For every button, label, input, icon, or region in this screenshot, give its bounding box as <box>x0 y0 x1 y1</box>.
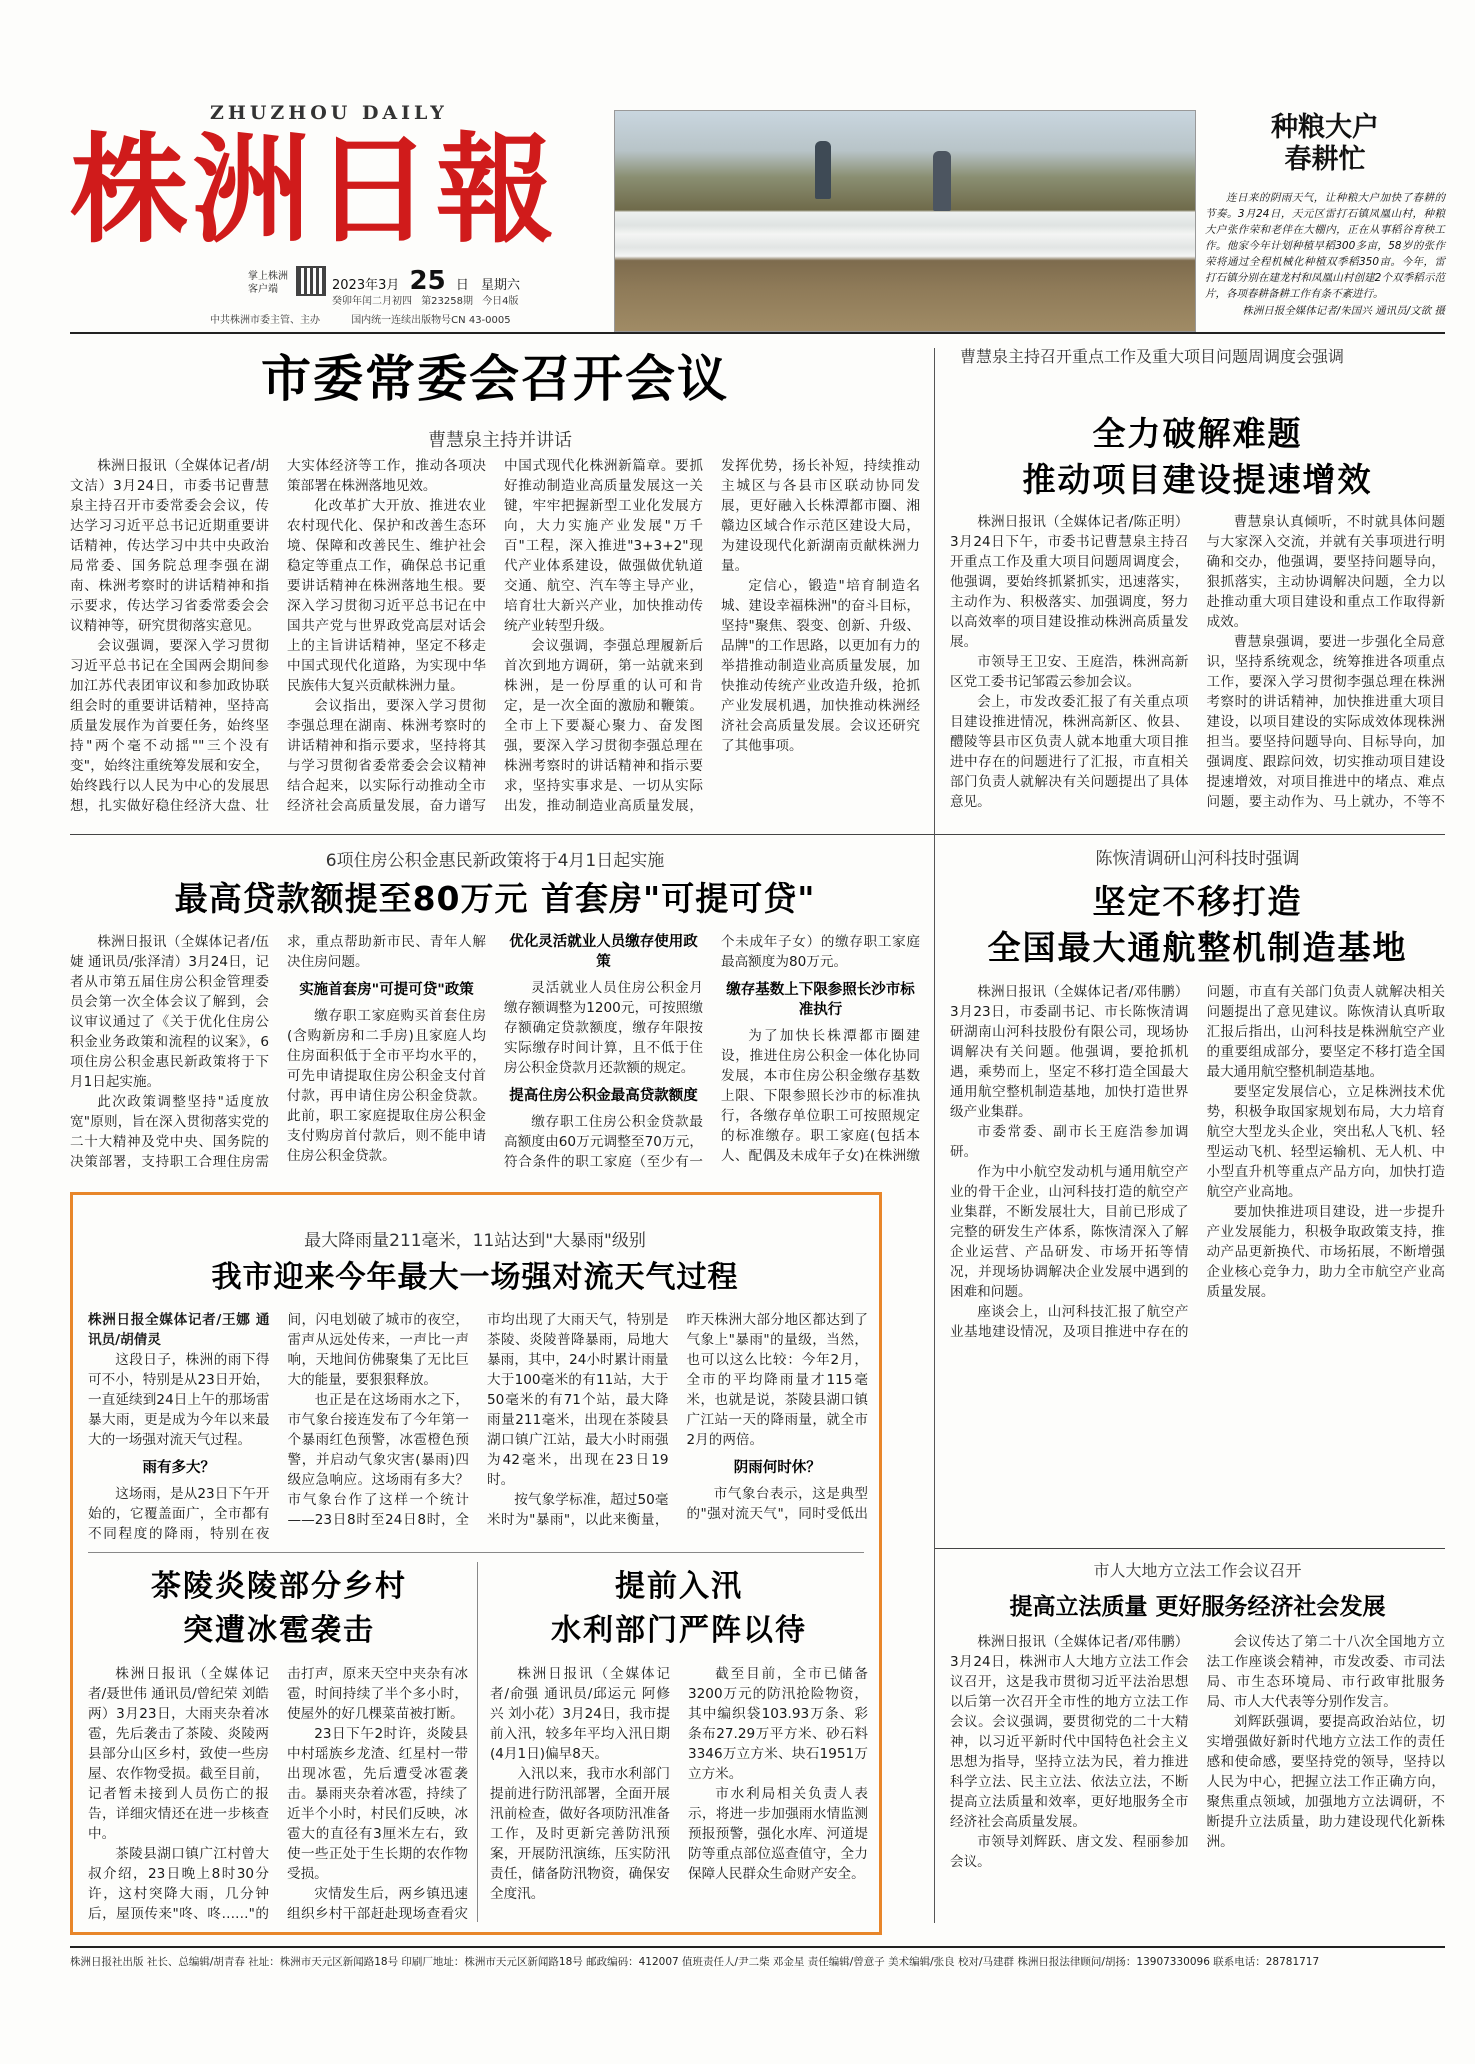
art1-body <box>70 456 920 826</box>
art4-body <box>950 982 1445 1542</box>
art2-body <box>950 512 1445 830</box>
farmer-figure-2 <box>933 151 951 211</box>
art6-kicker: 最大降雨量211毫米，11站达到"大暴雨"级别 <box>304 1231 646 1251</box>
art4-kicker: 陈恢清调研山河科技时强调 <box>1095 849 1300 869</box>
farm-photo <box>614 110 1196 332</box>
art7-title-1: 茶陵炎陵部分乡村 <box>151 1569 407 1604</box>
art4-para: 株洲日报讯（全媒体记者/邓伟鹏）3月23日，市委副书记、市长陈恢清调研湖南山河科技股份有限公司，现场协调解决有关问题。他强调，要抢抓机遇，乘势而上，坚定不移打造全国最大通用航空整机制造基地，加快打造世界级产业集群。 <box>950 984 1189 1120</box>
art6-para: 市气象台表示，这是典型的"强对流天气"，同时受低出 <box>686 1486 868 1522</box>
art5-para: 市领导刘辉跃、唐文发、程丽参加会议。 <box>950 1834 1189 1870</box>
art2-title-1: 全力破解难题 <box>1092 414 1303 453</box>
art5-kicker: 市人大地方立法工作会议召开 <box>1093 1561 1302 1580</box>
art3-para: 为了加快长株潭都市圈建设，推进住房公积金一体化协同发展，本市住房公积金缴存基数上限、下限参照长沙市的标准执行，各缴存单位职工可按照规定的标准缴存。职工家庭(包括本人、配偶及未成年子女)在株洲缴 <box>721 1028 920 1164</box>
art8-title-1: 提前入汛 <box>615 1569 743 1604</box>
art5-para: 株洲日报讯（全媒体记者/邓伟鹏）3月24日，株洲市人大地方立法工作会议召开，这是我市贯彻习近平法治思想以后第一次召开全市性的地方立法工作会议。会议强调，要贯彻党的二十大精神，以习近平新时代中国特色社会主义思想为指导，坚持立法为民，着力推进科学立法、民主立法、依法立法，不断提高立法质量和效率，更好地服务全市经济社会高质量发展。 <box>950 1634 1189 1830</box>
art4-para: 要加快推进项目建设，进一步提升产业发展能力，积极争取政策支持，推动产品更新换代、市场拓展，不断增强企业核心竞争力，助力全市航空产业高质量发展。 <box>1206 1204 1445 1300</box>
app-label <box>248 270 288 296</box>
art2-para: 会上，市发改委汇报了有关重点项目建设推进情况，株洲高新区、攸县、醴陵等县市区负责人就本地重大项目推进中存在的问题进行了汇报，市直相关部门负责人就解决有关问题提出了具体意见。 <box>950 694 1189 810</box>
art8-para: 入汛以来，我市水利部门提前进行防汛部署，全面开展汛前检查，做好各项防汛准备工作，及时更新完善防汛预案，开展防汛演练，压实防汛责任，储备防汛物资，确保安全度汛。 <box>490 1766 670 1902</box>
art3-intro: 株洲日报讯（全媒体记者/伍婕 通讯员/张泽清）3月24日，记者从市第五届住房公积金管理委员会第一次全体会议了解到，会议审议通过了《关于优化住房公积金业务政策和流程的议案》，6项住房公积金惠民新政策将于下月1日起实施。 <box>70 934 269 1090</box>
art7-para: 株洲日报讯（全媒体记者/聂世伟 通讯员/曾纪荣 刘皓两）3月23日，大雨夹杂着冰雹，先后袭击了茶陵、炎陵两县部分山区乡村，致使一些房屋、农作物受损。截至目前，记者暂未接到人员伤亡的报告，详细灾情还在进一步核查中。 <box>88 1666 269 1842</box>
art6-para: 也正是在这场雨水之下，市气象台接连发布了今年第一个暴雨红色预警，冰雹橙色预警，并启动气象灾害(暴雨)四级应急响应。这场雨有多大？市气象台作了这样一个统计——23日8时至24日8时，全市均出现了大雨天气，特别是茶陵、炎陵普降暴雨，局地大暴雨，其中，24小时累计雨量大于100毫米的有11站，大于50毫米的有71个站，最大降雨量211毫米，出现在茶陵县湖口镇广江站，最大小时雨强为42毫米，出现在23日19时。 <box>287 1312 669 1528</box>
art1-para: 会议强调，要深入学习贯彻习近平总书记在全国两会期间参加江苏代表团审议和参加政协联组会时的重要讲话精神，坚持高质量发展作为首要任务，始终坚持"两个毫不动摇""三个没有变"，始终注重统筹发展和安全，始终践行以人民为中心的发展思想，扎实做好稳住经济大盘、壮大实体经济等工作，推动各项决策部署在株洲落地见效。 <box>70 458 486 814</box>
art4-title-1: 坚定不移打造 <box>1092 882 1303 921</box>
publisher: 中共株洲市委主管、主办 <box>210 315 320 326</box>
art4-para: 要坚定发展信心，立足株洲技术优势，积极争取国家规划布局，大力培育航空大型龙头企业，突出私人飞机、轻型运动飞机、轻型运输机、无人机、中小型直升机等重点产品方向，加快打造航空产业高地。 <box>1206 1084 1445 1200</box>
art7-para: 灾情发生后，两乡镇迅速组织乡村干部赶赴现场查看灾 <box>287 1886 468 1922</box>
art2-para: 曹慧泉认真倾听，不时就具体问题与大家深入交流，并就有关事项进行明确和交办，他强调，要坚持问题导向，狠抓落实，主动协调解决问题，全力以赴推动重大项目建设和重点工作取得新成效。 <box>1206 514 1445 630</box>
art2-para: 市领导王卫安、王庭浩，株洲高新区党工委书记邹霞云参加会议。 <box>950 654 1189 690</box>
photo-story <box>1205 112 1445 327</box>
art5-para: 会议传达了第二十八次全国地方立法工作座谈会精神，市发改委、市司法局、市生态环境局、市行政审批服务局、市人大代表等分别作发言。 <box>1206 1634 1445 1710</box>
art6-subhead: 阴雨何时休？ <box>733 1460 821 1476</box>
art6-title: 我市迎来今年最大一场强对流天气过程 <box>211 1260 739 1295</box>
photo-story-title-2: 春耕忙 <box>1284 144 1366 175</box>
footer-info: 株洲日报社出版 社长、总编辑/胡青春 社址：株洲市天元区新闻路18号 印刷厂地址：株洲市天元区新闻路18号 邮政编码：412007 值班责任人/尹二柴 邓金星 责任编辑/曾意子 美术编辑/张良 校对/马建群 株洲日报法律顾问/胡扬：13907330096 联系电话：28781717 <box>70 1956 1320 1968</box>
art3-para: 灵活就业人员住房公积金月缴存额调整为1200元，可按照缴存额确定贷款额度，缴存年限按实际缴存时间计算，且不低于住房公积金贷款月还款额的规定。 <box>504 980 703 1076</box>
date-suffix: 日 <box>455 278 469 293</box>
art3-title: 最高贷款额提至80万元 首套房"可提可贷" <box>174 879 816 918</box>
art3-kicker: 6项住房公积金惠民新政策将于4月1日起实施 <box>325 851 665 871</box>
row-divider <box>70 834 934 835</box>
cn-number: 国内统一连续出版物号CN 43-0005 <box>351 315 511 326</box>
art8-para: 市水利局相关负责人表示，将进一步加强雨水情监测预报预警，强化水库、河道堤防等重点部位巡查值守，全力保障人民群众生命财产安全。 <box>688 1786 868 1882</box>
art1-para: 定信心，锻造"培育制造名城、建设幸福株洲"的奋斗目标，坚持"聚焦、裂变、创新、升级、品牌"的工作思路，以更加有力的举措推动制造业高质量发展，加快推动传统产业改造升级，抢抓产业发展机遇，加快推动株洲经济社会高质量发展。会议还研究了其他事项。 <box>721 578 920 754</box>
row-divider <box>935 834 1445 835</box>
photo-story-credit: 株洲日报全媒体记者/朱国兴 通讯员/文欲 摄 <box>1242 305 1445 317</box>
photo-story-title-1: 种粮大户 <box>1271 112 1379 143</box>
art1-subtitle: 曹慧泉主持并讲话 <box>428 430 572 451</box>
row-divider <box>935 1548 1445 1549</box>
publisher-line <box>210 311 511 326</box>
lunar-date: 癸卯年闰二月初四 <box>332 296 412 307</box>
art3-subhead: 实施首套房"可提可贷"政策 <box>299 982 474 998</box>
art6-para: 按气象学标准，超过50毫米时为"暴雨"，以此来衡量，昨天株洲大部分地区都达到了气象上"暴雨"的量级，当然，也可以这么比较：今年2月，全市的平均降雨量才115毫米，也就是说，茶陵县湖口镇广江站一天的降雨量，就全市2月的两倍。 <box>487 1312 868 1528</box>
art1-para: 会议指出，要深入学习贯彻李强总理在湖南、株洲考察时的讲话精神和指示要求，坚持将其与学习贯彻省委常委会会议精神结合起来，以实际行动推动全市经济社会高质量发展，奋力谱写中国式现代化株洲新篇章。要抓好推动制造业高质量发展这一关键，牢牢把握新型工业化发展方向，大力实施产业发展"万千百"工程，深入推进"3+3+2"现代产业体系建设，做强做优轨道交通、航空、汽车等主导产业，培育壮大新兴产业，加快推动传统产业转型升级。 <box>287 458 703 814</box>
art8-para: 截至目前，全市已储备3200万元的防汛抢险物资，其中编织袋103.93万条、彩条布27.29万平方米、砂石料3346万立方米、块石1951万立方米。 <box>688 1666 868 1782</box>
date-year-month: 2023年3月 <box>332 278 400 293</box>
art4-para: 座谈会上，山河科技汇报了航空产业基地建设情况，及项目推进中存在的问题，市直有关部门负责人就解决相关问题提出了意见建议。陈恢清认真听取汇报后指出，山河科技是株洲航空产业的重要组成部分，要坚定不移打造全国最大通用航空整机制造基地。 <box>950 984 1445 1340</box>
qr-code[interactable] <box>296 266 326 296</box>
box-divider <box>88 1552 864 1553</box>
art7-para: 23日下午2时许，炎陵县中村瑶族乡龙渣、红星村一带出现冰雹，先后遭受冰雹袭击。暴雨夹杂着冰雹，持续了近半个小时，村民们反映，冰雹大的直径有3厘米左右，致使一些正处于生长期的农作物受损。 <box>287 1726 468 1882</box>
art8-title-2: 水利部门严阵以待 <box>551 1613 807 1648</box>
art6-subhead: 雨有多大？ <box>142 1460 215 1476</box>
art1-para: 会议强调，李强总理履新后首次到地方调研，第一站就来到株洲，是一份厚重的认可和肯定，是一次全面的激励和鞭策。全市上下要凝心聚力、奋发图强，要深入学习贯彻李强总理在株洲考察时的讲话精神和指示要求，坚持实事求是、一切从实际出发，推动制造业高质量发展，发挥优势，扬长补短，持续推动主城区与各县市区联动协同发展，更好融入长株潭都市圈、湘赣边区域合作示范区建设大局，为建设现代化新湖南贡献株洲力量。 <box>504 458 920 814</box>
art4-para: 市委常委、副市长王庭浩参加调研。 <box>950 1124 1189 1160</box>
art8-para: 株洲日报讯（全媒体记者/俞强 通讯员/邱运元 阿修兴 刘小花）3月24日，我市提前入汛，较多年平均入汛日期(4月1日)偏早8天。 <box>490 1666 670 1762</box>
art1-title: 市委常委会召开会议 <box>261 350 729 408</box>
app-label-line2: 客户端 <box>248 284 278 295</box>
art4-para: 作为中小航空发动机与通用航空产业的骨干企业，山河科技打造的航空产业集群，不断发展壮大，目前已形成了完整的研发生产体系，陈恢清深入了解企业运营、产品研发、市场开拓等情况，并现场协调解决企业发展中遇到的困难和问题。 <box>950 1164 1189 1300</box>
art7-para: 茶陵县湖口镇广江村曾大叔介绍，23日晚上8时30分许，这村突降大雨，几分钟后，屋顶传来"咚、咚……"的击打声，原来天空中夹杂有冰雹，时间持续了半个多小时，使屋外的好几棵菜苗被打断。 <box>88 1666 468 1922</box>
footer-rule <box>70 1946 1445 1948</box>
art1-para: 株洲日报讯（全媒体记者/胡文洁）3月24日，市委书记曹慧泉主持召开市委常委会会议，传达学习习近平总书记近期重要讲话精神，传达学习中共中央政治局常委、国务院总理李强在湖南、株洲考察时的讲话精神和指示要求，传达学习省委常委会会议精神等，研究贯彻落实意见。 <box>70 458 269 634</box>
art3-subhead: 提高住房公积金最高贷款额度 <box>509 1088 698 1104</box>
art3-subhead: 优化灵活就业人员缴存使用政策 <box>509 934 698 970</box>
art3-body <box>70 932 920 1182</box>
art2-para: 曹慧泉强调，要进一步强化全局意识，坚持系统观念，统筹推进各项重点工作，要深入学习贯彻李强总理在株洲考察时的讲话精神，加快推进重大项目建设，以项目建设的实际成效体现株洲担当。要坚持问题导向、目标导向，加强调度、跟踪问效，切实推动项目建设提速增效，对项目推进中的堵点、难点问题，要主动作为、马上就办，不等不 <box>1206 634 1445 810</box>
farmer-figure <box>815 141 831 199</box>
masthead-rule <box>70 332 1445 334</box>
masthead <box>70 30 600 326</box>
art7-body <box>88 1664 468 1926</box>
column-divider <box>934 348 935 1923</box>
photo-story-body: 连日来的阴雨天气，让种粮大户加快了春耕的节奏。3月24日，天元区雷打石镇凤凰山村，种粮大户张作荣和老伴在大棚内，正在从事稻谷育秧工作。他家今年计划种植早稻300多亩，58岁的张作荣将通过全程机械化种植双季稻350亩。今年，雷打石镇分别在建龙村和凤凰山村创建2个双季稻示范片，各项春耕备耕工作有条不紊进行。 <box>1205 192 1445 300</box>
art8-body <box>490 1664 868 1926</box>
art2-para: 株洲日报讯（全媒体记者/陈正明）3月24日下午，市委书记曹慧泉主持召开重点工作及重大项目问题周调度会，他强调，要始终抓紧抓实，迅速落实，主动作为、积极落实、加强调度，努力以高效率的项目建设推动株洲高质量发展。 <box>950 514 1189 650</box>
art3-intro2: 此次政策调整坚持"适度放宽"原则，旨在深入贯彻落实党的二十大精神及党中央、国务院的决策部署，支持职工合理住房需求，重点帮助新市民、青年人解决住房问题。 <box>70 934 486 1170</box>
art3-para: 缴存职工住房公积金贷款最高额度由60万元调整至70万元，符合条件的职工家庭（至少有一个未成年子女）的缴存职工家庭最高额度为80万元。 <box>504 934 920 1170</box>
art5-para: 刘辉跃强调，要提高政治站位，切实增强做好新时代地方立法工作的责任感和使命感，要坚持党的领导，坚持以人民为中心，把握立法工作正确方向，聚焦重点领域，加强地方立法调研，不断提升立法质量，助力建设现代化新株洲。 <box>1206 1714 1445 1850</box>
masthead-title: 株洲日報 <box>70 120 559 259</box>
app-label-line1: 掌上株洲 <box>248 271 288 282</box>
art3-subhead: 缴存基数上下限参照长沙市标准执行 <box>726 982 915 1018</box>
art5-title: 提高立法质量 更好服务经济社会发展 <box>1009 1594 1386 1620</box>
art5-body <box>950 1632 1445 1922</box>
art6-body <box>88 1310 868 1546</box>
masthead-english: ZHUZHOU DAILY <box>210 102 448 124</box>
art1-para: 化改革扩大开放、推进农业农村现代化、保护和改善生态环境、保障和改善民生、维护社会稳定等重点工作，确保总书记重要讲话精神在株洲落地生根。要深入学习贯彻习近平总书记在中国共产党与世界政党高层对话会上的主旨讲话精神，坚定不移走中国式现代化道路，为实现中华民族伟大复兴贡献株洲力量。 <box>287 498 486 694</box>
art4-title-2: 全国最大通航整机制造基地 <box>987 928 1408 967</box>
date-day: 25 <box>409 266 446 296</box>
art2-kicker: 曹慧泉主持召开重点工作及重大项目问题周调度会强调 <box>960 347 1345 366</box>
art6-byline: 株洲日报全媒体记者/王娜 通讯员/胡倩灵 <box>88 1312 270 1348</box>
page-count: 今日4版 <box>482 296 519 307</box>
art3-para: 缴存职工家庭购买首套住房(含购新房和二手房)且家庭人均住房面积低于全市平均水平的，可先申请提取住房公积金支付首付款，再申请住房公积金贷款。此前，职工家庭提取住房公积金支付购房首付款后，则不能申请住房公积金贷款。 <box>287 1008 486 1164</box>
box-column-divider <box>477 1562 478 1922</box>
issue-line <box>332 292 519 307</box>
weekday: 星期六 <box>480 278 520 293</box>
art7-title-2: 突遭冰雹袭击 <box>183 1613 375 1648</box>
art6-para: 这段日子，株洲的雨下得可不小，特别是从23日开始，一直延续到24日上午的那场雷暴大雨，更是成为今年以来最大的一场强对流天气过程。 <box>88 1352 270 1448</box>
issue-number: 第23258期 <box>421 296 473 307</box>
art6-para: 这场雨，是从23日下午开始的，它覆盖面广，全市都有不同程度的降雨，特别在夜间，闪电划破了城市的夜空，雷声从远处传来，一声比一声响，天地间仿佛聚集了无比巨大的能量，要狠狠释放。 <box>88 1312 469 1542</box>
art2-title-2: 推动项目建设提速增效 <box>1022 460 1373 499</box>
